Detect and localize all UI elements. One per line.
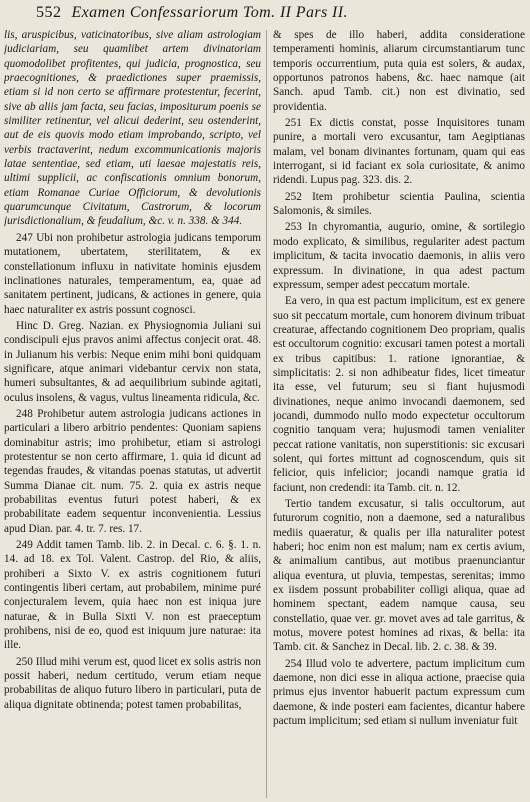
column-divider (266, 30, 267, 798)
paragraph: 248 Prohibetur autem astrologia judicans actiones in particulari a libero arbitrio pendentes: Quoniam sapiens dominabitur astris; imo prohibetur, etiam si astrologi protestentur se non certo affirmare, 1. quia id dicunt ad tegendas fraudes, & vitandas poenas statutas, ut advertit Summa Dianae cit. num. 75. 2. quia ex astris neque probabilitas eventus futuri potest haberi, & ex probabilitate eadem sequentur inconvenientia. Lessius apud Dian. par. 4. tr. 7. res. 17. (4, 407, 261, 535)
paragraph: 251 Ex dictis constat, posse Inquisitores tunam punire, a mortali vero excusantur, tam Aegiptianas malam, vel bonam divinantes fortunam, quam qui eas interrogant, si id faciant ex sola curiositate, & animo ridendi. Lupus pag. 323. dis. 2. (273, 117, 525, 187)
paragraph: Tertio tandem excusatur, si talis occultorum, aut futurorum cognitio, non a daemone, sed a naturalibus mediis quaeratur, & qualis per illa naturaliter potest haberi; hoc enim non est malum; nam ex certis avium, & animalium cantibus, aut motibus praenunciantur aliqua eventura, ut pluvia, tempestas, serenitas; immo ex iisdem possunt probabiliter colligi aliqua, quae ad hominem spectant, eadem namque causa, seu constellatio, quae ver. gr. movet aves ad tale garritus, & motus, movere potest homines ad rixas, & bella: ita Tamb. cit. & Sanchez in Decal. lib. 2. c. 38. & 39. (273, 498, 525, 654)
paragraph: 254 Illud volo te advertere, pactum implicitum cum daemone, non dici esse in aliqua actione, praecise quia primus ejus inventor habuerit pactum expressum cum daemone, & inde posteri eam facientes, dicantur habere pactum implicitum; sed etiam si nullum inveniatur fuit (273, 657, 525, 728)
page-header (36, 4, 506, 26)
paragraph: 253 In chyromantia, augurio, omine, & sortilegio modo explicato, & similibus, regulariter adest pactum implicitum, & tacita invocatio daemonis, in aliis vero expressum. In divinatione, in qua adest pactum expressum, semper adest peccatum mortale. (273, 221, 525, 291)
paragraph: 250 Illud mihi verum est, quod licet ex solis astris non possit haberi, nedum certitudo, verum etiam neque probabilitas de aliquo futuro libero in particulari, puta de aliqua dignitate obtinenda; potest tamen probabilitas, (4, 655, 261, 711)
paragraph: Ea vero, in qua est pactum implicitum, est ex genere suo sit peccatum mortale, cum honorem divinum tribuat creaturae, affectando cognitionem Deo propriam, qualis est occultorum cognitio: excusari tamen potest a mortali ex tribus capitibus: 1. ratione ignorantiae, & simplicitatis: 2. si non adhibeatur fides, licet timeatur ita esse, vel futurum; seu si fiant hujusmodi divinationes, neque animo invocandi daemonem, sed jocandi, dummodo nullo modo expectetur occultorum cognitio tanquam vera; hujusmodi tamen venialiter peccat ratione vanitatis, non superstitionis: sic excusari solent, qui fortes mittunt ad cognoscendum, quis sit felicior, quis infelicior; jocandi namque gratia id faciunt, non credendi: ita Tamb. cit. n. 12. (273, 295, 525, 494)
paragraph: 247 Ubi non prohibetur astrologia judicans temporum mutationem, ubertatem, sterilitatem, & ex constellationum influxu in nativitate hominis ejusdem inclinationes naturales, temperamentum, ea, quae ad sanitatem pertinent, judicans, & actiones in genere, quia haec naturaliter ex astris possunt cognosci. (4, 231, 261, 316)
paragraph: & spes de illo haberi, addita consideratione temperamenti hominis, aliarum circumstantiarum tunc temporis occurrentium, puta quia est solers, & audax, opportunos patronos habens, &c. haec namque (ait Sanch. apud Tamb. cit.) non est divinatio, sed providentia. (273, 29, 525, 113)
paragraph: 252 Item prohibetur scientia Paulina, scientia Salomonis, & similes. (273, 190, 525, 218)
page-number: 552 (36, 4, 62, 21)
running-title: Examen Confessariorum Tom. II Pars II. (71, 4, 348, 21)
left-column (4, 28, 261, 800)
right-column (273, 28, 525, 800)
paragraph: Hinc D. Greg. Nazian. ex Physiognomia Juliani sui condiscipuli ejus pravos animi affectus conjecit orat. 48. in Julianum his verbis: Neque enim mihi boni quidquam significare, atque animari videbantur cervix non stata, humeri subsultantes, & ad aequilibrium subinde agitati, oculus insolens, & vagus, vultus lineamenta ridicula, &c. (4, 319, 261, 404)
paragraph: lis, aruspicibus, vaticinatoribus, sive aliam astrologiam judiciariam, seu quamlibet artem divinatoriam quomodolibet profitentes, qui judicia, prognostica, seu praecognitiones, & praedictiones super praemissis, etiam si id non certo se affirmare protestentur, fecerint, sive ab aliis jam facta, seu facias, impositurum poenis se similiter retinentur, vel alicui dederint, seu ostenderint, aut de eis quovis modo etiam improbando, scripto, vel verbis tractaverint, nedum excommunicationis majoris latae sententiae, sed etiam, uti laesae majestatis reis, ultimi supplicii, ac confiscationis omnium bonorum, etiam Romanae Curiae Officiorum, & devolutionis quarumcunque Civitatum, Castrorum, & locorum jurisdictionalium, & feudalium, &c. v. n. 338. & 344. (4, 29, 261, 228)
paragraph: 249 Addit tamen Tamb. lib. 2. in Decal. c. 6. §. 1. n. 14. ad 18. ex Tol. Valent. Castrop. del Rio, & aliis, prohiberi a Sixto V. ex astris cognitionem futuri contingentis liberi certam, aut probabilem, minime puré conjecturalem levem, quia haec non est iniqua jure naturae, & in Bulla Sixti V. non est praeceptum prohibens, nisi de eo, quod est iniquum jure naturae: ita ille. (4, 539, 261, 652)
